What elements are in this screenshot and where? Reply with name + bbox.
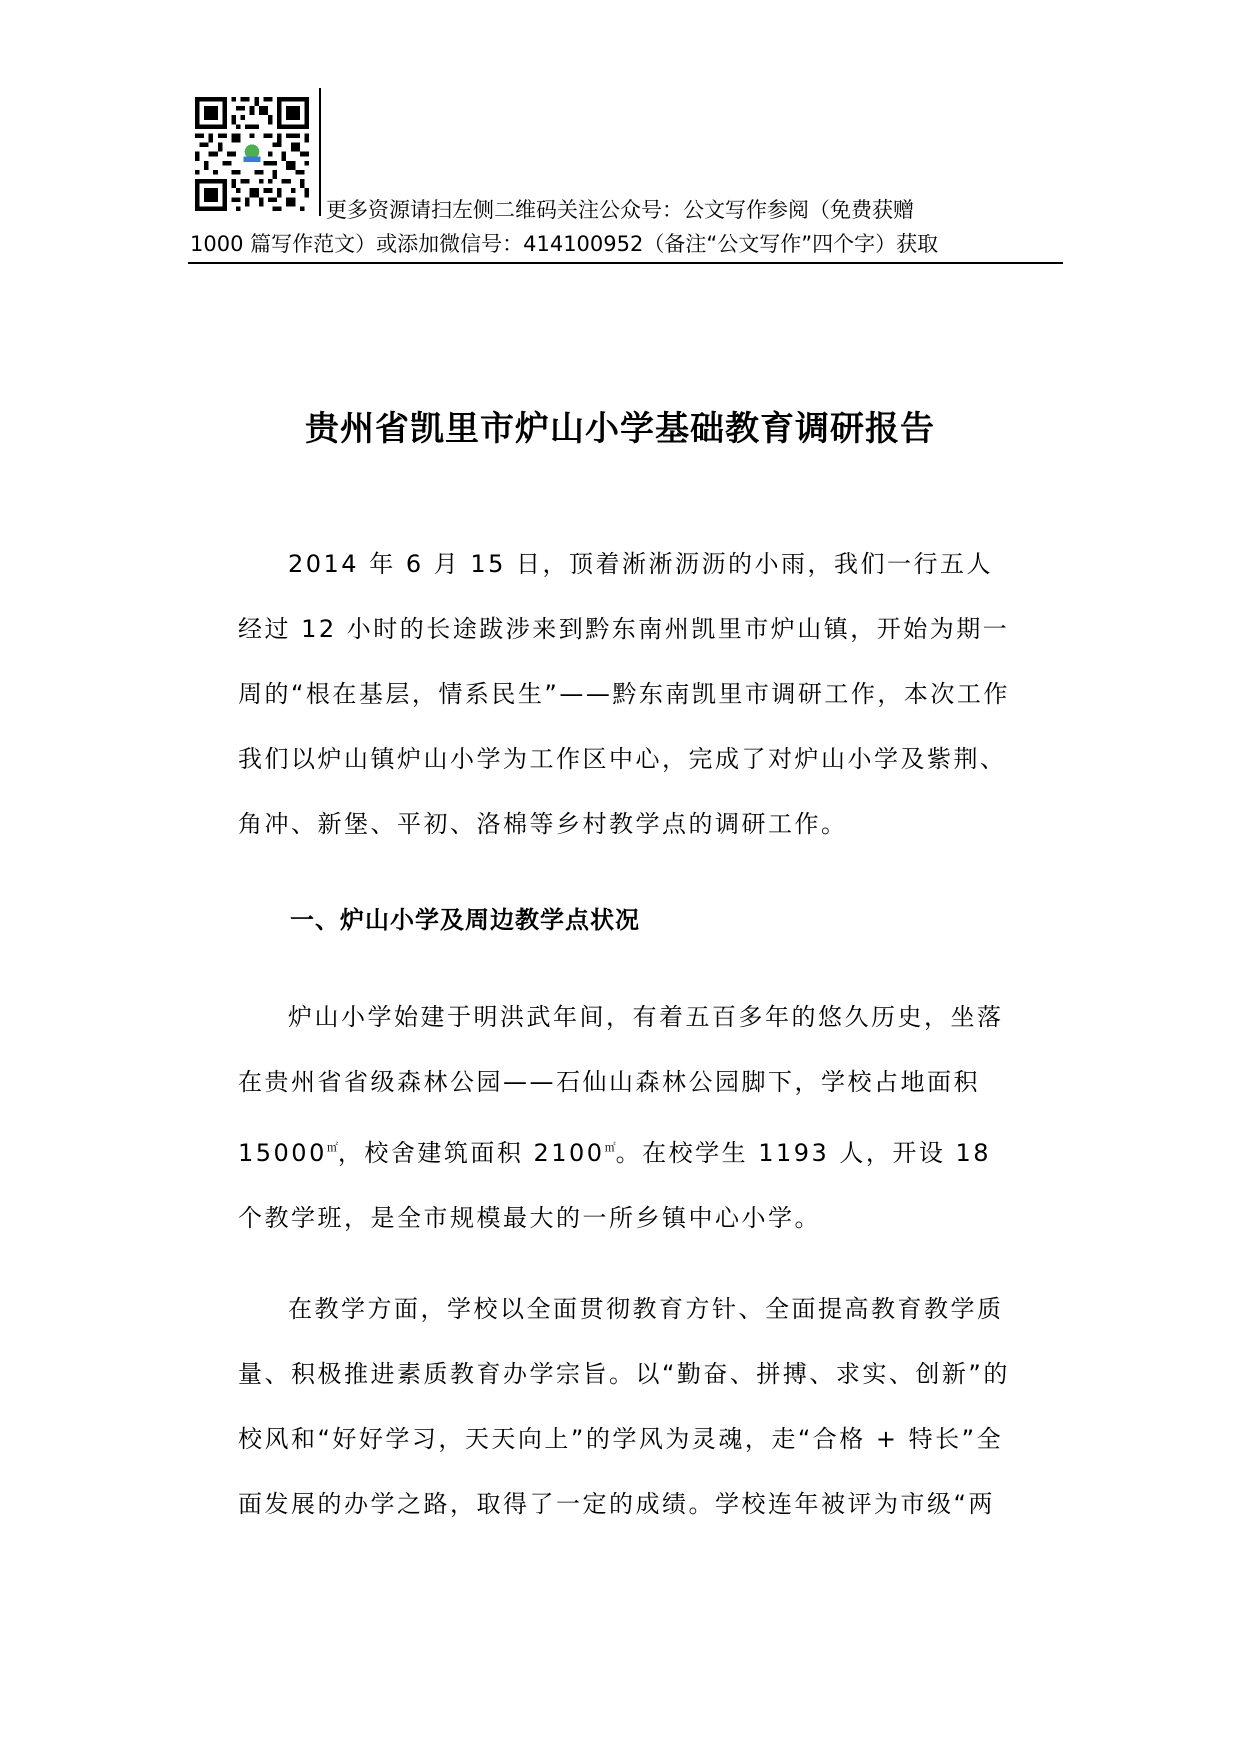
paragraph-school-overview — [238, 985, 1018, 1251]
header-note-line1: 更多资源请扫左侧二维码关注公众号：公文写作参阅（免费获赠 — [326, 198, 914, 222]
paragraph-school-overview-part3: 。在校学生 1193 人，开设 18 个教学班，是全市规模最大的一所乡镇中心小学。 — [238, 1139, 992, 1232]
qr-code-image — [195, 97, 309, 211]
paragraph-teaching: 在教学方面，学校以全面贯彻教育方针、全面提高教育教学质量、积极推进素质教育办学宗旨。以“勤奋、拼搏、求实、创新”的校风和“好好学习，天天向上”的学风为灵魂，走“合格 + 特长”全面发展的办学之路，取得了一定的成绩。学校连年被评为市级“两 — [238, 1295, 1010, 1518]
header-note-line2: 1000 篇写作范文）或添加微信号：414100952（备注“公文写作”四个字）获取 — [190, 232, 939, 256]
header-rule — [188, 262, 1063, 264]
paragraph-intro: 2014 年 6 月 15 日，顶着淅淅沥沥的小雨，我们一行五人经过 12 小时的长途跋涉来到黔东南州凯里市炉山镇，开始为期一周的“根在基层，情系民生”——黔东南凯里市调研工作，本次工作我们以炉山镇炉山小学为工作区中心，完成了对炉山小学及紫荆、角冲、新堡、平初、洛棉等乡村教学点的调研工作。 — [238, 550, 1010, 838]
area-unit-1: ㎡ — [326, 1141, 338, 1154]
qr-divider — [319, 88, 321, 216]
paragraph-school-overview-part1: 炉山小学始建于明洪武年间，有着五百多年的悠久历史，坐落在贵州省省级森林公园——石仙山森林公园脚下，学校占地面积 15000 — [238, 1003, 1004, 1167]
document-title: 贵州省凯里市炉山小学基础教育调研报告 — [305, 409, 935, 449]
area-unit-2: ㎡ — [604, 1141, 616, 1154]
section-heading-1: 一、炉山小学及周边教学点状况 — [290, 906, 640, 934]
paragraph-school-overview-part2: ，校舍建筑面积 2100 — [337, 1139, 605, 1167]
